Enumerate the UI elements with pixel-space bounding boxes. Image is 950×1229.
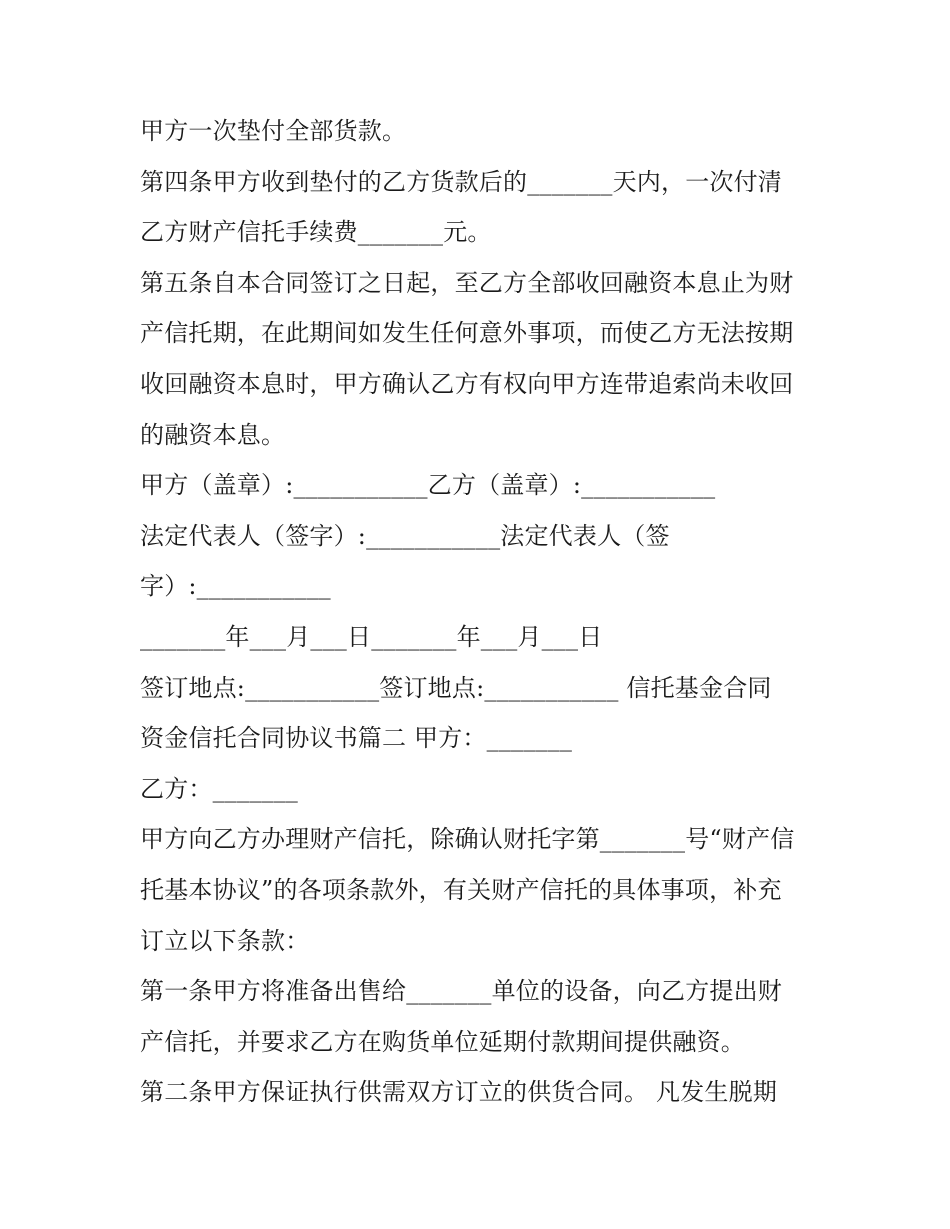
date-line: _______年___月___日_______年___月___日 (140, 622, 603, 651)
section-heading: 资金信托合同协议书篇二 甲方：_______ (140, 724, 573, 753)
text-line: 第五条自本合同签订之日起，至乙方全部收回融资本息止为财 (140, 268, 794, 297)
text-line: 甲方向乙方办理财产信托，除确认财托字第_______号“财产信 (140, 825, 795, 854)
text-line: 第一条甲方将准备出售给_______单位的设备，向乙方提出财 (140, 977, 782, 1006)
signature-line: 字）:___________ (140, 572, 331, 601)
text-line: 第四条甲方收到垫付的乙方货款后的_______天内，一次付清 (140, 167, 782, 196)
text-line: 乙方财产信托手续费_______元。 (140, 218, 492, 247)
text-line: 甲方一次垫付全部货款。 (140, 117, 407, 145)
text-line: 第二条甲方保证执行供需双方订立的供货合同。 凡发生脱期 (140, 1078, 778, 1107)
signature-line: 甲方（盖章）:___________乙方（盖章）:___________ (140, 471, 716, 500)
text-line: 产信托期，在此期间如发生任何意外事项，而使乙方无法按期 (140, 319, 794, 348)
text-line: 产信托，并要求乙方在购货单位延期付款期间提供融资。 (140, 1027, 745, 1056)
signature-line: 法定代表人（签字）:___________法定代表人（签 (140, 521, 670, 550)
text-line: 订立以下条款： (140, 926, 310, 955)
document-body (140, 106, 830, 1118)
text-line: 的融资本息。 (140, 420, 286, 449)
text-line: 乙方：_______ (140, 774, 298, 803)
location-line: 签订地点:___________签订地点:___________ 信托基金合同 (140, 673, 772, 702)
text-line: 收回融资本息时，甲方确认乙方有权向甲方连带追索尚未收回 (140, 369, 794, 398)
text-line: 托基本协议”的各项条款外，有关财产信托的具体事项，补充 (140, 875, 782, 904)
